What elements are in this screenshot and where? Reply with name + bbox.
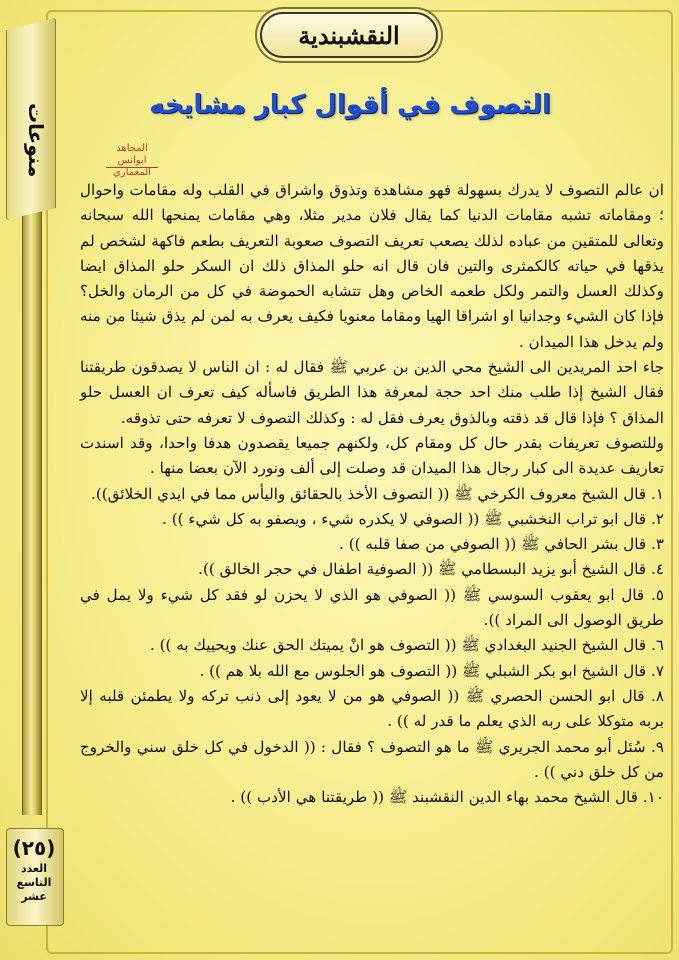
article-title: التصوف في أقوال كبار مشايخه xyxy=(149,90,551,120)
section-label: منوعات xyxy=(24,102,48,178)
paragraph-definitions: وللتصوف تعريفات بقدر حال كل ومقام كل، ولكنهم جميعا يقصدون هدفا واحدا، وقد اسندت تعاريف عديدة الى كبار رجال هذا الميدان قد وصلت إلى ألف ونورد الآن بعضا منها . xyxy=(80,433,664,478)
quote-item: ٤. قال الشيخ أبو يزيد البسطامي ﷺ (( الصوفية اطفال في حجر الخالق )). xyxy=(198,560,664,579)
author-signature xyxy=(100,143,164,181)
quote-item: ٨. قال ابو الحسن الحصري ﷺ (( الصوفي هو من لا يعود إلى ذنب تركه ولا يطمئن قلبه إلا بربه متوكلا على ربه الذي يعلم ما قدر له )) . xyxy=(80,686,664,731)
issue-label-line3: عشر xyxy=(21,890,47,903)
masthead xyxy=(260,12,438,58)
article-body xyxy=(80,178,664,810)
quote-item: ٩. سُئل أبو محمد الجريري ﷺ ما هو التصوف ؟ فقال : (( الدخول في كل خلق سني والخروج من كل خلق دني )) . xyxy=(80,737,664,781)
pillar-shaft xyxy=(22,115,42,815)
paragraph-intro: ان عالم التصوف لا يدرك بسهولة فهو مشاهدة وتذوق واشراق في القلب وله مقامات واحوال ؛ ومقاماته تشبه مقامات الدنيا كما يقال فلان مدير مثلا، وهي مقامات يمنحها الله سبحانه وتعالى للمتقين من عباده لذلك يصعب تعريف التصوف صعوبة التعريف بطعم فاكهة لشخص لم يذقها في حياته كالكمثرى والتين فان قال انه حلو المذاق ذلك ان السكر حلو المذاق ايضا وكذلك العسل والتمر ولكل طعمه الخاص وهل تتشابه الحموضة في كل من الرمان والخل؟ فإذا كان الشيء وجدانيا او اشراقا الهيا ومقاما معنويا فكيف يعرف به لمن لم يذق شيئا من منه ولم يدخل هذا الميدان . xyxy=(80,181,664,351)
author-rank: المجاهد xyxy=(116,143,148,154)
quote-item: ٧. قال الشيخ ابو بكر الشبلي ﷺ (( التصوف هو الجلوس مع الله بلا هم )) . xyxy=(199,661,664,680)
paragraph-story: جاء احد المريدين الى الشيخ محي الدين بن عربي ﷺ فقال له : ان الناس لا يصدقون طريقتنا فقال الشيخ إذا طلب منك احد حجة لمعرفة هذا الطريق فاسأله كيف تعرف ان العسل حلو المذاق ؟ فإذا قال قد ذقته وبالذوق يعرف فقل له : وكذلك التصوف لا تعرفه حتى تذوقه. xyxy=(80,358,664,427)
author-underline xyxy=(106,167,158,168)
issue-label-line1: العدد xyxy=(20,862,48,875)
quote-item: ٣. قال بشر الحافي ﷺ (( الصوفي من صفا قلبه )) . xyxy=(339,535,664,554)
quote-item: ٦. قال الشيخ الجنيد البغدادي ﷺ (( التصوف هو انْ يميتك الحق عنك ويحييك به )) . xyxy=(149,636,664,655)
author-name: ابوانس المعماري xyxy=(113,155,151,178)
masthead-title: النقشبندية xyxy=(298,20,400,50)
quote-item: ٥. قال ابو يعقوب السوسي ﷺ (( الصوفي هو الذي لا يحزن لو فقد كل شيء ولا يمل في طريق الوصول الى المراد )). xyxy=(80,585,664,630)
quote-item: ١٠. قال الشيخ محمد بهاء الدين النقشبند ﷺ (( طريقتنا هي الأدب )) . xyxy=(230,788,664,807)
issue-label xyxy=(6,862,62,904)
quote-item: ٢. قال ابو تراب النخشبي ﷺ (( الصوفي لا يكدره شيء ، ويصفو به كل شيء )) . xyxy=(162,509,664,528)
quote-item: ١. قال الشيخ معروف الكرخي ﷺ (( التصوف الأخذ بالحقائق واليأس مما في ايدي الخلائق)). xyxy=(91,484,664,503)
issue-label-line2: التاسع xyxy=(16,876,52,889)
side-pillar xyxy=(0,0,70,960)
page-number: (٢٥) xyxy=(12,836,56,860)
